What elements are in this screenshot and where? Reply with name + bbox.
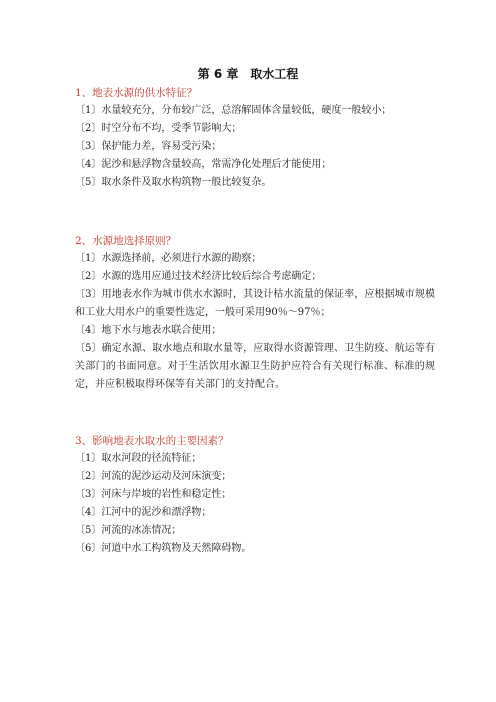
list-item: 〔2〕河流的泥沙运动及河床演变； (75, 471, 232, 482)
list-item: 〔6〕河道中水工构筑物及天然障碍物。 (75, 543, 252, 554)
section-intake-factors (75, 432, 435, 558)
list-item: 〔4〕江河中的泥沙和漂浮物； (75, 507, 212, 518)
section-source-selection (75, 232, 435, 394)
chapter-title: 第 6 章 取水工程 (197, 67, 299, 81)
section-heading: 1、地表水源的供水特征？ (75, 87, 198, 99)
list-item: 〔3〕河床与岸坡的岩性和稳定性； (75, 489, 232, 500)
list-item: 〔2〕水源的选用应通过技术经济比较后综合考虑确定； (75, 271, 322, 282)
list-item: 〔4〕泥沙和悬浮物含量较高，常需净化处理后才能使用； (75, 159, 332, 170)
section-heading: 2、水源地选择原则？ (75, 235, 177, 247)
section-heading: 3、影响地表水取水的主要因素？ (75, 435, 229, 447)
list-item: 〔3〕保护能力差，容易受污染； (75, 141, 222, 152)
list-item: 〔5〕确定水源、取水地点和取水量等，应取得水资源管理、卫生防疫、航运等有关部门的书面同意。对于生活饮用水源卫生防护应符合有关现行标准、标准的规定，并应积极取得环保等有关部门的支持配合。 (75, 343, 435, 390)
list-item: 〔1〕水量较充分，分布较广泛，总溶解固体含量较低，硬度一般较小； (75, 105, 392, 116)
list-item: 〔5〕取水条件及取水构筑物一般比较复杂。 (75, 177, 272, 188)
list-item: 〔1〕取水河段的径流特征； (75, 453, 202, 464)
list-item: 〔3〕用地表水作为城市供水水源时，其设计枯水流量的保证率，应根据城市规模和工业大用水户的重要性选定，一般可采用90％～97％； (75, 289, 435, 318)
list-item: 〔1〕水源选择前，必须进行水源的勘察； (75, 253, 262, 264)
list-item: 〔5〕河流的冰冻情况； (75, 525, 182, 536)
list-item: 〔4〕地下水与地表水联合使用； (75, 325, 222, 336)
section-water-supply-features (75, 84, 435, 192)
list-item: 〔2〕时空分布不均，受季节影响大； (75, 123, 242, 134)
